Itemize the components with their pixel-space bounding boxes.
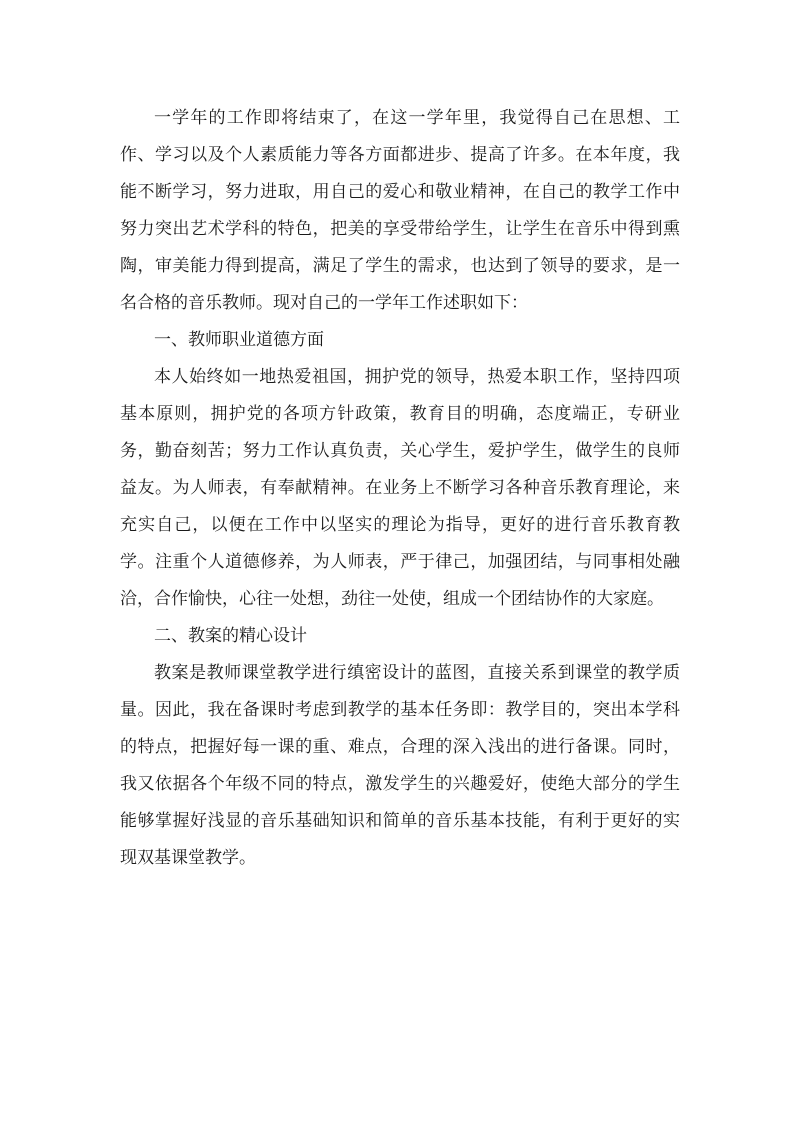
lesson-plan-paragraph: 教案是教师课堂教学进行缜密设计的蓝图，直接关系到课堂的教学质量。因此，我在备课时考虑到教学的基本任务即：教学目的，突出本学科的特点，把握好每一课的重、难点，合理的深入浅出的进行备课。同时，我又依据各个年级不同的特点，激发学生的兴趣爱好，使绝大部分的学生能够掌握好浅显的音乐基础知识和简单的音乐基本技能，有利于更好的实现双基课堂教学。 [120,663,680,868]
document-body [120,100,680,877]
section-heading-ethics: 一、教师职业道德方面 [154,330,324,350]
section-heading-lesson-plan: 二、教案的精心设计 [154,626,307,646]
intro-paragraph: 一学年的工作即将结束了，在这一学年里，我觉得自己在思想、工作、学习以及个人素质能力等各方面都进步、提高了许多。在本年度，我能不断学习，努力进取，用自己的爱心和敬业精神，在自己的教学工作中努力突出艺术学科的特色，把美的享受带给学生，让学生在音乐中得到熏陶，审美能力得到提高，满足了学生的需求，也达到了领导的要求，是一名合格的音乐教师。现对自己的一学年工作述职如下： [120,108,680,313]
ethics-paragraph: 本人始终如一地热爱祖国，拥护党的领导，热爱本职工作，坚持四项基本原则，拥护党的各项方针政策，教育目的明确，态度端正，专研业务，勤奋刻苦；努力工作认真负责，关心学生，爱护学生，做学生的良师益友。为人师表，有奉献精神。在业务上不断学习各种音乐教育理论，来充实自己，以便在工作中以坚实的理论为指导，更好的进行音乐教育教学。注重个人道德修养，为人师表，严于律己，加强团结，与同事相处融洽，合作愉快，心往一处想，劲往一处使，组成一个团结协作的大家庭。 [120,367,680,609]
